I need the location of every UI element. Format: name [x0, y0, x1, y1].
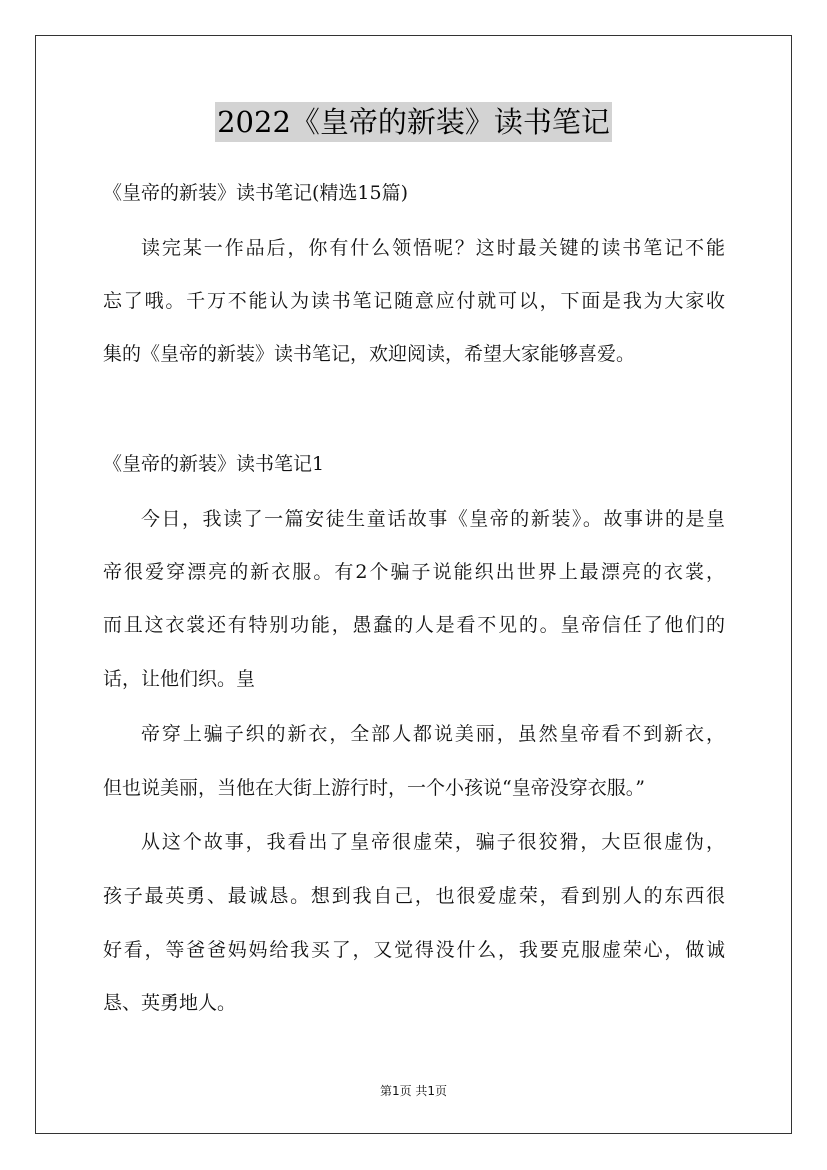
para3-line-2: 孩子最英勇、最诚恳。想到我自己，也很爱虚荣，看到别人的东西很 [103, 885, 725, 907]
title-container [0, 102, 827, 142]
para3-line-1: 从这个故事，我看出了皇帝很虚荣，骗子很狡猾，大臣很虚伪， [141, 831, 725, 853]
para2-line-2: 但也说美丽，当他在大街上游行时，一个小孩说“皇帝没穿衣服。” [103, 777, 645, 799]
document-subtitle: 《皇帝的新装》读书笔记(精选15篇) [103, 182, 409, 204]
para1-line-4: 话，让他们织。皇 [103, 668, 256, 690]
section-heading: 《皇帝的新装》读书笔记1 [103, 453, 325, 475]
para1-line-2: 帝很爱穿漂亮的新衣服。有2个骗子说能织出世界上最漂亮的衣裳， [103, 561, 725, 583]
para3-line-4: 恳、英勇地人。 [103, 992, 237, 1014]
intro-line-2: 忘了哦。千万不能认为读书笔记随意应付就可以，下面是我为大家收 [103, 290, 725, 312]
document-title: 2022《皇帝的新装》读书笔记 [215, 102, 612, 142]
para3-line-3: 好看，等爸爸妈妈给我买了，又觉得没什么，我要克服虚荣心，做诚 [103, 939, 725, 961]
page-number-footer: 第1页 共1页 [379, 1084, 448, 1098]
intro-line-3: 集的《皇帝的新装》读书笔记，欢迎阅读，希望大家能够喜爱。 [103, 343, 636, 365]
para1-line-3: 而且这衣裳还有特别功能，愚蠢的人是看不见的。皇帝信任了他们的 [103, 614, 725, 636]
para1-line-1: 今日，我读了一篇安徒生童话故事《皇帝的新装》。故事讲的是皇 [141, 508, 725, 530]
para2-line-1: 帝穿上骗子织的新衣，全部人都说美丽，虽然皇帝看不到新衣， [141, 723, 725, 745]
intro-line-1: 读完某一作品后，你有什么领悟呢？这时最关键的读书笔记不能 [141, 237, 725, 259]
